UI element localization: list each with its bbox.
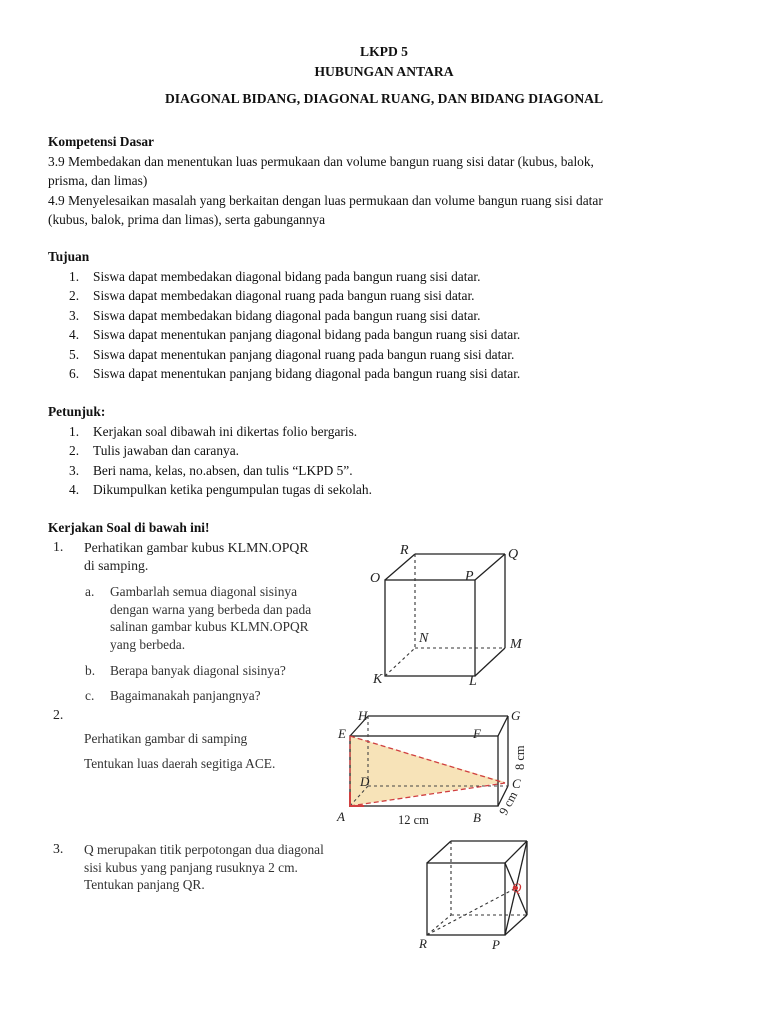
kd-3-9-line1: 3.9 Membedakan dan menentukan luas permukaan dan volume bangun ruang sisi datar (kubus, balok,	[48, 153, 594, 169]
q1-number: 1.	[53, 539, 64, 554]
length-label: 12 cm	[398, 813, 429, 827]
cube3-front-face	[427, 863, 505, 935]
q1a-label: a.	[85, 584, 95, 599]
label-K: K	[373, 672, 383, 687]
label-A: A	[337, 809, 345, 824]
q1a-line1: Gambarlah semua diagonal sisinya	[110, 584, 298, 599]
label-Q3: Q	[512, 880, 522, 895]
width-label: 9 cm	[496, 789, 521, 818]
q1-line2: di samping.	[84, 557, 149, 573]
cube-klmn-opqr-figure	[365, 540, 535, 692]
petunjuk-title: Petunjuk:	[48, 404, 106, 419]
tujuan-title: Tujuan	[48, 249, 90, 264]
label-F: F	[473, 726, 481, 741]
list-item: 3. Beri nama, kelas, no.absen, dan tulis “LKPD 5”.	[69, 462, 353, 478]
q1-line1: Perhatikan gambar kubus KLMN.OPQR	[84, 540, 309, 555]
label-H: H	[358, 708, 368, 723]
list-item: 2. Siswa dapat membedakan diagonal ruang pada bangun ruang sisi datar.	[69, 288, 475, 303]
kd-4-9-line1: 4.9 Menyelesaikan masalah yang berkaitan dengan luas permukaan dan volume bangun ruang sisi datar	[48, 192, 603, 208]
label-P: P	[465, 569, 474, 584]
label-M: M	[510, 637, 522, 652]
q2-line1: Perhatikan gambar di samping	[84, 731, 248, 746]
label-R3: R	[419, 936, 427, 951]
q3-line3: Tentukan panjang QR.	[84, 877, 205, 892]
list-item: 6. Siswa dapat menentukan panjang bidang diagonal pada bangun ruang sisi datar.	[69, 366, 521, 381]
q1c-text: Bagaimanakah panjangnya?	[110, 688, 261, 703]
label-N: N	[419, 631, 429, 646]
header-topic: DIAGONAL BIDANG, DIAGONAL RUANG, DAN BIDANG DIAGONAL	[164, 91, 604, 106]
q1c-label: c.	[85, 688, 95, 703]
label-O: O	[370, 571, 381, 586]
label-G: G	[511, 708, 521, 723]
q2-number: 2.	[53, 707, 64, 722]
label-C: C	[512, 776, 521, 791]
petunjuk-section	[48, 402, 728, 500]
label-B: B	[473, 810, 481, 825]
label-L: L	[469, 674, 477, 689]
tujuan-section	[48, 247, 728, 384]
triangle-ace	[350, 736, 505, 806]
header-title: LKPD 5	[360, 44, 408, 59]
list-item: 1. Siswa dapat membedakan diagonal bidang pada bangun ruang sisi datar.	[69, 268, 481, 284]
q3-number: 3.	[53, 841, 64, 856]
cube-q-figure	[415, 833, 540, 958]
list-item: 5. Siswa dapat menentukan panjang diagonal ruang pada bangun ruang sisi datar.	[69, 346, 515, 362]
list-item: 3. Siswa dapat membedakan bidang diagonal pada bangun ruang sisi datar.	[69, 307, 481, 323]
q1a-line4: yang berbeda.	[110, 636, 186, 652]
q1a-line3: salinan gambar kubus KLMN.OPQR	[110, 619, 309, 634]
q3-line1: Q merupakan titik perpotongan dua diagonal	[84, 842, 324, 857]
kd-4-9-line2: (kubus, balok, prima dan limas), serta gabungannya	[48, 212, 326, 227]
kompetensi-section	[48, 132, 728, 230]
label-R: R	[400, 543, 409, 558]
height-label: 8 cm	[513, 745, 527, 770]
box-abcd-efgh-figure	[330, 706, 535, 830]
q2-line2: Tentukan luas daerah segitiga ACE.	[84, 756, 276, 771]
q1b-text: Berapa banyak diagonal sisinya?	[110, 663, 286, 678]
petunjuk-list	[48, 422, 728, 500]
q3-text	[84, 841, 384, 894]
kd-3-9-line2: prisma, dan limas)	[48, 173, 148, 188]
q1-text	[84, 539, 374, 574]
header-subtitle: HUBUNGAN ANTARA	[314, 64, 454, 79]
label-P3: P	[492, 937, 500, 952]
tujuan-list	[48, 267, 728, 384]
q1a-text	[110, 583, 370, 653]
list-item: 2. Tulis jawaban dan caranya.	[69, 443, 240, 458]
kompetensi-title: Kompetensi Dasar	[48, 134, 155, 149]
list-item: 4. Dikumpulkan ketika pengumpulan tugas di sekolah.	[69, 482, 372, 497]
label-Q: Q	[508, 547, 519, 562]
label-E: E	[338, 726, 346, 741]
q1a-line2: dengan warna yang berbeda dan pada	[110, 601, 312, 617]
q3-line2: sisi kubus yang panjang rusuknya 2 cm.	[84, 859, 298, 875]
label-D: D	[360, 774, 370, 789]
q1b-label: b.	[85, 663, 96, 678]
list-item: 1. Kerjakan soal dibawah ini dikertas folio bergaris.	[69, 423, 358, 439]
list-item: 4. Siswa dapat menentukan panjang diagonal bidang pada bangun ruang sisi datar.	[69, 327, 521, 342]
soal-title: Kerjakan Soal di bawah ini!	[48, 520, 210, 535]
cube-front-face	[385, 580, 475, 676]
